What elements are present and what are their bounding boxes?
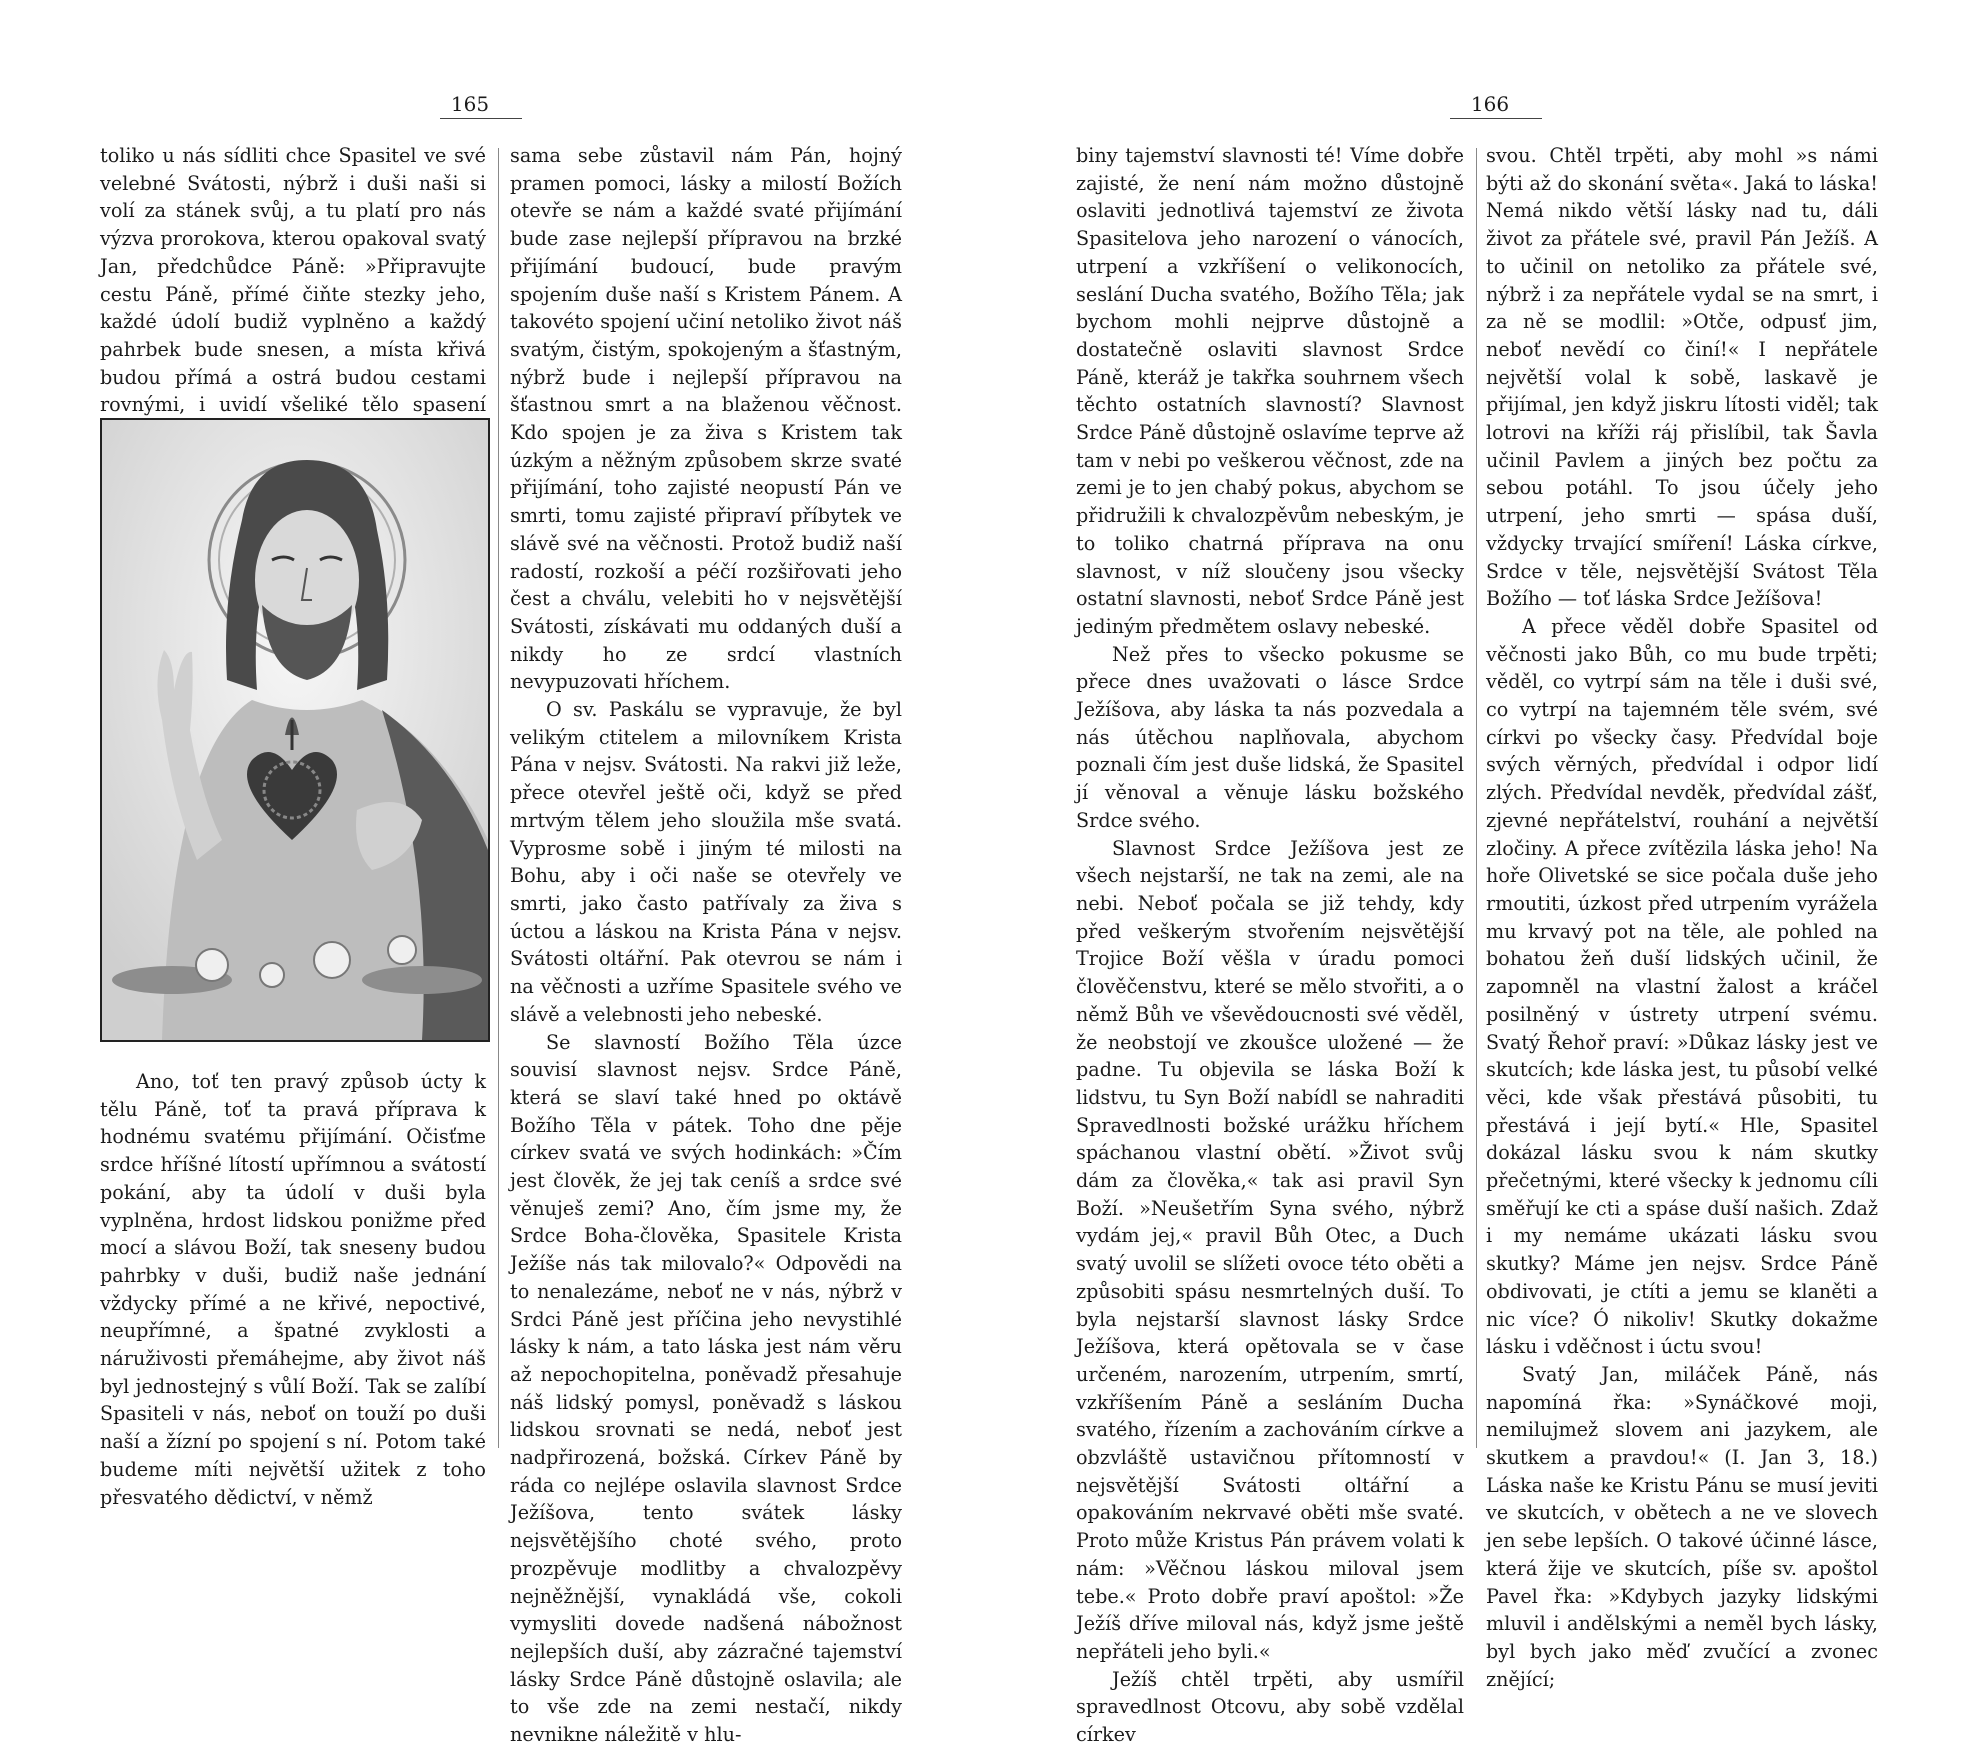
paragraph: Ježíš chtěl trpěti, aby usmířil spravedlnost Otcovu, aby sobě vzdělal církev bbox=[1076, 1667, 1464, 1747]
paragraph: Svatý Jan, miláček Páně, nás napomíná řka: »Synáčkové moji, nemilujmež slovem ani jazykem, ale skutkem a pravdou!« (I. Jan 3, 18.) Láska naše ke Kristu Pánu se musí jeviti ve skutcích, v obětech a ne ve slovech jen sebe lepších. O takové účinné lásce, která žije ve skutcích, píše sv. apoštol Pavel řka: »Kdybych jazyky lidskými mluvil i andělskými a neměl bych lásky, byl bych jako měď zvučící a zvonec znějící; bbox=[1486, 1362, 1878, 1691]
page-number: 165 bbox=[450, 92, 490, 116]
paragraph: O sv. Paskálu se vypravuje, že byl velikým ctitelem a milovníkem Krista Pána v nejsv. Svátosti. Na rakvi již leže, přece otevřel ještě oči, když se před mrtvým tělem jeho sloužila mše svatá. Vyprosme sobě i jiným té milosti na Bohu, aby i oči naše se otevřely ve smrti, jako často patřívaly za živa s úctou a láskou na Krista Pána v nejsv. Svátosti oltářní. Pak otevrou se nám i na věčnosti a uzříme Spasitele svého ve slávě a velebnosti jeho nebeské. bbox=[510, 698, 902, 1026]
page-number: 166 bbox=[1470, 92, 1510, 116]
left-column-bottom bbox=[100, 1068, 486, 1511]
paragraph: Ano, toť ten pravý způsob úcty k tělu Páně, toť ta pravá příprava k hodnému svatému přijímání. Očisťme srdce hříšné lítostí upřímnou a svátostí pokání, aby ta údolí v duši byla vyplněna, hrdost lidskou ponižme před mocí a slávou Boží, tak sneseny budou pahrbky v duši, budiž naše jednání vždycky přímé a ne křivé, nepoctivé, neupřímné, a špatné zvyklosti a náruživosti přemáhejme, aby život náš byl jednostejný s vůlí Boží. Tak se zalíbí Spasiteli v nás, neboť on touží po duši naší a žízní po spojení s ní. Potom také budeme míti největší užitek z toho přesvatého dědictví, v němž bbox=[100, 1070, 486, 1509]
paragraph: toliko u nás sídliti chce Spasitel ve své velebné Svátosti, nýbrž i duši naši si volí za stánek svůj, a tu platí pro nás výzva prorokova, kterou opakoval svatý Jan, předchůdce Páně: »Připravujte cestu Páně, přímé čiňte stezky jeho, každé údolí budiž vyplněno a každý pahrbek bude snesen, a místa křivá budou přímá a ostrá budou cestami rovnými, i uvidí všeliké tělo spasení bbox=[100, 144, 486, 417]
paragraph: A přece věděl dobře Spasitel od věčnosti jako Bůh, co mu bude trpěti; věděl, co vytrpí sám na těle i duši své, co vytrpí na tajemném těle svém, své církvi po všecky časy. Předvídal boje svých věrných, předvídal i odpor lidí zlých. Předvídal nevděk, předvídal zášť, zjevné nepřátelství, rouhání a největší zločiny. A přece zvítězila láska jeho! Na hoře Olivetské se sice počala duše jeho rmoutiti, úzkost před utrpením vyrážela mu krvavý pot na těle, ale pohled na bohatou žeň duší lidských učinil, že zapomněl na vlastní žalost a kráčel posilněný v ústrety utrpení svému. Svatý Řehoř praví: »Důkaz lásky jest ve skutcích; kde láska jest, tu působí velké věci, kde však přestává působiti, tu přestává i její bytí.« Hle, Spasitel dokázal lásku svou k nám skutky přečetnými, které všecky k jednomu cíli směřují ke cti a spáse duší našich. Zdaž i my nemáme ukázati lásku svou skutky? Máme jen nejsv. Srdce Páně obdivovati, je ctíti a jemu se klaněti a nic více? Ó nikoliv! Skutky dokažme lásku i vděčnost i úctu svou! bbox=[1486, 614, 1878, 1359]
paragraph: biny tajemství slavnosti té! Víme dobře zajisté, že není nám možno důstojně oslaviti jednotlivá tajemství ze života Spasitelova jeho narození o vánocích, utrpení a vzkříšení o velikonocích, seslání Ducha svatého, Božího Těla; jak bychom mohli nejprve důstojně a dostatečně oslaviti slavnost Srdce Páně, kteráž je takřka souhrnem všech těchto ostatních slavností? Slavnost Srdce Páně důstojně oslavíme teprve až tam v nebi po veškerou věčnost, zde na zemi je to jen chabý pokus, abychom se přidružili k chvalozpěvům nebeským, je to toliko chatrná příprava na onu slavnost, v níž sloučeny jsou všecky ostatní slavnosti, neboť Srdce Páně jest jediným předmětem oslavy nebeské. bbox=[1076, 144, 1464, 638]
left-column-2 bbox=[510, 142, 902, 1749]
sacred-heart-image bbox=[102, 420, 488, 1040]
page-number-rule bbox=[1450, 118, 1542, 119]
paragraph: Než přes to všecko pokusme se přece dnes uvažovati o lásce Srdce Ježíšova, aby láska ta nás pozvedala a nás útěchou naplňovala, abychom poznali čím jest duše lidská, že Spasitel jí věnoval a věnuje lásku božského Srdce svého. bbox=[1076, 642, 1464, 832]
left-column-top bbox=[100, 142, 486, 447]
page-number-rule bbox=[440, 118, 522, 119]
paragraph: Se slavností Božího Těla úzce souvisí slavnost nejsv. Srdce Páně, která se slaví také hned po oktávě Božího Těla v pátek. Toho dne pěje církev svatá ve svých hodinkách: »Čím jest člověk, že jej tak ceníš a srdce své věnuješ zemi? Ano, čím jsme my, že Srdce Boha-člověka, Spasitele Krista Ježíše nás tak milovalo?« Odpovědi na to nenalezáme, neboť ne v nás, nýbrž v Srdci Páně jest příčina jeho nevystihlé lásky k nám, a tato láska jest nám věru až nepochopitelna, poněvadž přesahuje náš lidský pomysl, poněvadž s láskou lidskou srovnati se nedá, neboť jest nadpřirozená, božská. Církev Páně by ráda co nejlépe oslavila slavnost Srdce Ježíšova, tento svátek lásky nejsvětějšího choté svého, proto prozpěvuje modlitby a chvalozpěvy nejněžnější, vynakládá vše, cokoli vymysliti dovede nadšená nábožnost nejlepších duší, aby zázračné tajemství lásky Srdce Páně důstojně oslavila; ale to vše zde na zemi nestačí, nikdy nevnikne náležitě v hlu- bbox=[510, 1030, 902, 1747]
paragraph: sama sebe zůstavil nám Pán, hojný pramen pomoci, lásky a milostí Božích otevře se nám a každé svaté přijímání bude zase nejlepší přípravou na brzké přijímání budoucí, bude pravým spojením duše naší s Kristem Pánem. A takovéto spojení učiní netoliko život náš svatým, čistým, spokojeným a šťastným, nýbrž bude i nejlepší přípravou na šťastnou smrt a na blaženou věčnost. Kdo spojen je za živa s Kristem tak úzkým a něžným způsobem skrze svaté přijímání, toho zajisté neopustí Pán ve smrti, tomu zajisté připraví příbytek ve slávě své na věčnosti. Protož budiž naší radostí, rozkoší a péčí rozšiřovati jeho čest a chválu, velebiti ho v nejsvětější Svátosti, získávati mu oddaných duší a nikdy ho ze srdcí vlastních nevypuzovati hříchem. bbox=[510, 144, 902, 694]
right-column-1 bbox=[1076, 142, 1464, 1749]
right-page bbox=[988, 0, 1976, 1747]
paragraph: Slavnost Srdce Ježíšova jest ze všech nejstarší, ne tak na zemi, ale na nebi. Neboť počala se již tehdy, kdy před veškerým stvořením nejsvětější Trojice Boží věšla v úradu pomoci člověčenstvu, které se mělo stvořiti, a o němž Bůh ve vševědoucnosti své věděl, že neobstojí ve zkoušce uložené — že padne. Tu objevila se láska Boží k lidstvu, tu Syn Boží nabídl se nahraditi Spravedlnosti božské urážku hříchem spáchanou vlastní obětí. »Život svůj dám za člověka,« tak asi pravil Syn Boží. »Neušetřím Syna svého, nýbrž vydám jej,« pravil Bůh Otec, a Duch svatý uvolil se slížeti ovoce této oběti a způsobiti spásu nesmrtelných duší. To byla nejstarší slavnost lásky Srdce Ježíšova, která opětovala se v čase určeném, narozením, utrpením, smrtí, vzkříšením Páně a sesláním Ducha svatého, řízením a zachováním církve a obzvláště ustavičnou přítomností v nejsvětější Svátosti oltářní a opakováním nekrvavé oběti mše svaté. Proto může Kristus Pán právem volati k nám: »Věčnou láskou miloval jsem tebe.« Proto dobře praví apoštol: »Že Ježíš dříve miloval nás, když jsme ještě nepřáteli jeho byli.« bbox=[1076, 836, 1464, 1663]
sacred-heart-illustration bbox=[100, 418, 490, 1042]
right-column-2 bbox=[1486, 142, 1878, 1693]
paragraph: svou. Chtěl trpěti, aby mohl »s námi býti až do skonání světa«. Jaká to láska! Nemá nikdo větší lásky nad tu, dáli život za přátele své, pravil Pán Ježíš. A to učinil on netoliko za přátele své, nýbrž i za nepřátele vydal se na smrt, i za ně se modlil: »Otče, odpusť jim, neboť nevědí co činí!« I nepřátele největší volal k sobě, laskavě je přijímal, jen když jiskru lítosti viděl; tak lotrovi na kříži ráj přislíbil, tak Šavla učinil Pavlem a jiných bez počtu za sebou potáhl. To jsou účely jeho utrpení, jeho smrti — spása duší, vždycky trvající smíření! Láska církve, Srdce v těle, nejsvětější Svátost Těla Božího — toť láska Srdce Ježíšova! bbox=[1486, 144, 1878, 611]
column-divider bbox=[498, 148, 499, 1448]
left-page bbox=[0, 0, 988, 1747]
column-divider bbox=[1476, 148, 1477, 1448]
